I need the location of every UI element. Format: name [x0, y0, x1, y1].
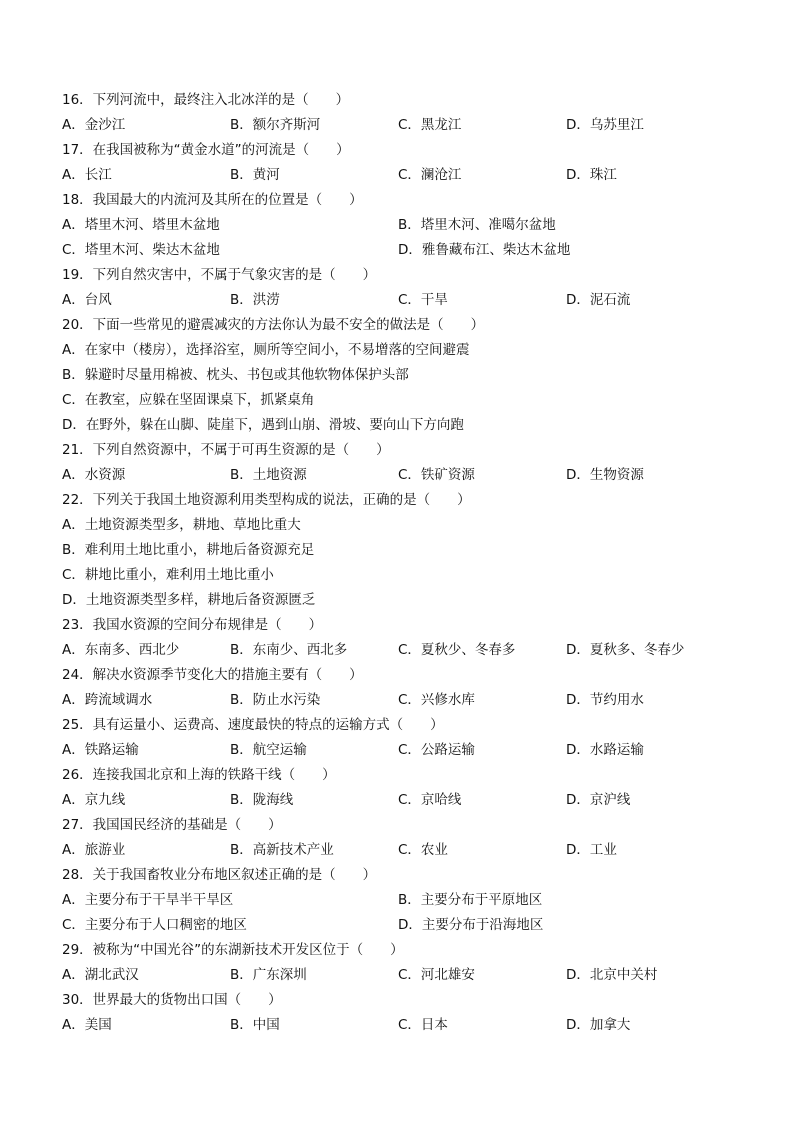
option-row — [62, 638, 742, 663]
question-stem: 27．我国国民经济的基础是（ ） — [62, 817, 282, 833]
option-row — [62, 238, 742, 263]
answer-option: B．额尔齐斯河 — [230, 117, 321, 133]
answer-option: A．台风 — [62, 292, 112, 308]
answer-option: B．中国 — [230, 1017, 280, 1033]
answer-option: D．工业 — [566, 842, 617, 858]
answer-option: A．土地资源类型多，耕地、草地比重大 — [62, 517, 301, 533]
answer-option: C．铁矿资源 — [398, 467, 475, 483]
option-row — [62, 113, 742, 138]
question-stem: 30．世界最大的货物出口国（ ） — [62, 992, 282, 1008]
answer-option: D．北京中关村 — [566, 967, 658, 983]
answer-option: C．夏秋少、冬春多 — [398, 642, 516, 658]
answer-option: A．湖北武汉 — [62, 967, 139, 983]
answer-option: D．京沪线 — [566, 792, 631, 808]
answer-option: B．难利用土地比重小，耕地后备资源充足 — [62, 542, 315, 558]
answer-option: A．塔里木河、塔里木盆地 — [62, 217, 220, 233]
question-stem: 23．我国水资源的空间分布规律是（ ） — [62, 617, 323, 633]
option-row — [62, 288, 742, 313]
option-row — [62, 363, 742, 388]
answer-option: D．生物资源 — [566, 467, 644, 483]
question-stem: 29．被称为“中国光谷”的东湖新技术开发区位于（ ） — [62, 942, 404, 958]
option-row — [62, 163, 742, 188]
answer-option: D．雅鲁藏布江、柴达木盆地 — [398, 242, 571, 258]
option-row — [62, 513, 742, 538]
answer-option: D．珠江 — [566, 167, 617, 183]
answer-option: B．黄河 — [230, 167, 280, 183]
option-row — [62, 538, 742, 563]
answer-option: B．高新技术产业 — [230, 842, 334, 858]
answer-option: B．航空运输 — [230, 742, 307, 758]
exam-page — [62, 88, 742, 1038]
answer-option: B．陇海线 — [230, 792, 294, 808]
answer-option: B．防止水污染 — [230, 692, 321, 708]
question-stem: 21．下列自然资源中，不属于可再生资源的是（ ） — [62, 442, 390, 458]
option-row — [62, 913, 742, 938]
answer-option: A．主要分布于干旱半干旱区 — [62, 892, 234, 908]
question-stem: 25．具有运量小、运费高、速度最快的特点的运输方式（ ） — [62, 717, 444, 733]
answer-option: B．洪涝 — [230, 292, 280, 308]
answer-option: B．东南少、西北多 — [230, 642, 348, 658]
answer-option: A．旅游业 — [62, 842, 126, 858]
answer-option: B．主要分布于平原地区 — [398, 892, 543, 908]
answer-option: D．夏秋多、冬春少 — [566, 642, 685, 658]
answer-option: D．节约用水 — [566, 692, 644, 708]
answer-option: C．京哈线 — [398, 792, 462, 808]
option-row — [62, 838, 742, 863]
answer-option: A．美国 — [62, 1017, 112, 1033]
option-row — [62, 888, 742, 913]
answer-option: C．主要分布于人口稠密的地区 — [62, 917, 247, 933]
question-stem: 18．我国最大的内流河及其所在的位置是（ ） — [62, 192, 363, 208]
answer-option: C．澜沧江 — [398, 167, 462, 183]
answer-option: D．泥石流 — [566, 292, 631, 308]
answer-option: D．主要分布于沿海地区 — [398, 917, 544, 933]
answer-option: C．干旱 — [398, 292, 448, 308]
option-row — [62, 463, 742, 488]
question-stem: 28．关于我国畜牧业分布地区叙述正确的是（ ） — [62, 867, 377, 883]
answer-option: A．跨流域调水 — [62, 692, 153, 708]
question-stem: 26．连接我国北京和上海的铁路干线（ ） — [62, 767, 336, 783]
answer-option: D．乌苏里江 — [566, 117, 644, 133]
option-row — [62, 1013, 742, 1038]
answer-option: A．长江 — [62, 167, 112, 183]
answer-option: A．铁路运输 — [62, 742, 139, 758]
question-stem: 24．解决水资源季节变化大的措施主要有（ ） — [62, 667, 363, 683]
answer-option: D．土地资源类型多样，耕地后备资源匮乏 — [62, 592, 316, 608]
answer-option: B．土地资源 — [230, 467, 307, 483]
answer-option: C．兴修水库 — [398, 692, 475, 708]
option-row — [62, 388, 742, 413]
question-list — [62, 88, 742, 1038]
question-stem: 17．在我国被称为“黄金水道”的河流是（ ） — [62, 142, 350, 158]
option-row — [62, 688, 742, 713]
option-row — [62, 213, 742, 238]
option-row — [62, 563, 742, 588]
answer-option: A．水资源 — [62, 467, 126, 483]
answer-option: C．河北雄安 — [398, 967, 475, 983]
answer-option: B．塔里木河、准噶尔盆地 — [398, 217, 556, 233]
answer-option: B．躲避时尽量用棉被、枕头、书包或其他软物体保护头部 — [62, 367, 409, 383]
option-row — [62, 588, 742, 613]
answer-option: C．农业 — [398, 842, 448, 858]
answer-option: C．在教室，应躲在坚固课桌下，抓紧桌角 — [62, 392, 315, 408]
answer-option: A．东南多、西北少 — [62, 642, 180, 658]
option-row — [62, 738, 742, 763]
option-row — [62, 413, 742, 438]
answer-option: C．日本 — [398, 1017, 448, 1033]
answer-option: A．在家中（楼房），选择浴室，厕所等空间小，不易增落的空间避震 — [62, 342, 470, 358]
answer-option: A．京九线 — [62, 792, 126, 808]
answer-option: D．在野外，躲在山脚、陡崖下，遇到山崩、滑坡、要向山下方向跑 — [62, 417, 464, 433]
answer-option: C．塔里木河、柴达木盆地 — [62, 242, 220, 258]
answer-option: C．黑龙江 — [398, 117, 462, 133]
option-row — [62, 338, 742, 363]
question-stem: 22．下列关于我国土地资源利用类型构成的说法，正确的是（ ） — [62, 492, 471, 508]
answer-option: B．广东深圳 — [230, 967, 307, 983]
question-stem: 19．下列自然灾害中，不属于气象灾害的是（ ） — [62, 267, 377, 283]
answer-option: C．耕地比重小，难利用土地比重小 — [62, 567, 274, 583]
option-row — [62, 963, 742, 988]
answer-option: D．水路运输 — [566, 742, 644, 758]
answer-option: A．金沙江 — [62, 117, 126, 133]
answer-option: D．加拿大 — [566, 1017, 631, 1033]
answer-option: C．公路运输 — [398, 742, 475, 758]
question-stem: 20．下面一些常见的避震减灾的方法你认为最不安全的做法是（ ） — [62, 317, 485, 333]
question-stem: 16．下列河流中，最终注入北冰洋的是（ ） — [62, 92, 350, 108]
option-row — [62, 788, 742, 813]
